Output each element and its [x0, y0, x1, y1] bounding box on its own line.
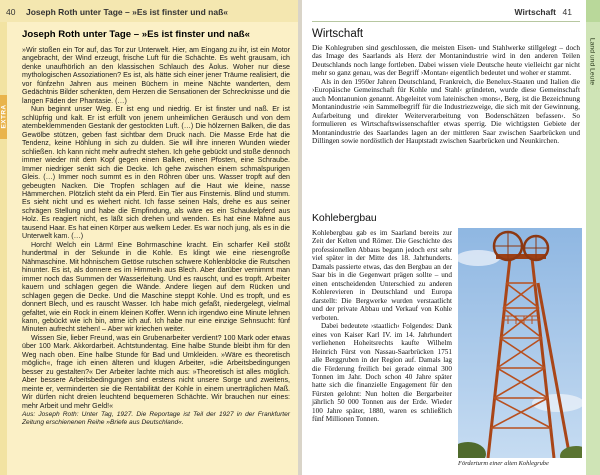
right-running-head: Wirtschaft [514, 7, 556, 17]
left-page-number: 40 [6, 7, 16, 17]
photo-caption: Förderturm einer alten Kohlegrube [458, 460, 549, 467]
section-heading: Wirtschaft [312, 28, 364, 40]
header-rule [312, 21, 580, 22]
extra-paragraph: Nun beginnt unser Weg. Er ist eng und niedrig. Er ist finster und naß. Er ist schlüpfrig und kalt. Er ist erfüllt von jenem unheimlichen Geräusch und von dem atembeklemmenden Gestank der gestockten Luft. (…) Die hölzernen Balken, die das Gewölbe stützen, geben fast sichtbar dem Druck nach. Die Masse Erde hat die Tendenz, keine Höhlung in sich zu dulden. Sie will ihre inneren Wunden wieder schließen. Ich kann nicht mehr aufrecht stehen. Ich gehe gebückt und stoße dennoch immer wieder mit dem Kopf gegen einen Balken, einen Pfosten, eine Schraube. Immer niedriger senkt sich die Decke. Ich gehe zwischen einem schmalspurigen Gleis. (…) Immer noch summt es in den Röhren über uns. Wasser tropft auf den gebeugten Nacken. Die Tropfen schlagen auf die Haut wie kleine, nasse Hämmerchen. Plötzlich steht da ein Pferd. Ein Tier aus Finsternis. Blind und stumm. Es sieht nicht und es wiehert nicht. Ich fasse seinen Hals, drehe es aus seiner schrägen Stellung und habe die Empfindung, als wäre es ein Schaukelpferd aus Holz. Es reagiert nicht, es läßt sich drehen und wenden. Es hat eine Mähne aus tausend Haar. Es hat einen Körper aus welkem Leder. Es war noch jung, als es in die Unterwelt kam. (…) [22, 105, 290, 241]
headframe-photo [458, 228, 582, 458]
extra-paragraph: Horch! Welch ein Lärm! Eine Bohrmaschine kracht. Ein scharfer Keil stößt hundertmal in der Sekunde in die Kohle. Es klingt wie eine riesengroße Nähmaschine. Mit höhnischem Getöse rutschen schwere Kohlenblöcke die Rutschen hinunter. Es ist, als donnere es im Himmeln aus Blech. Aber darüber vernimmt man immer noch das Summen der Wasserleitung. Und es rauscht, und es tropft. Arbeiter kauern und schlagen gegen die Wände. Andere liegen auf dem Rücken und schlagen gegen die Decke. Und die Maschine steppt Kohle. Und es tropft, und es donnert Blech, und es rauscht Wasser. Ich habe mich gefaßt, niedergelegt, vielmal gefaltet, wie ein Rock in einem kleinen Koffer. Wenn ich irgendwo eine Minute lehnen kann, gebückt wie ich bin, atme ich auf. Ich habe nur eine einzige Sehnsucht: fünf Minuten aufrecht stehen! – Aber wir kriechen weiter. [22, 240, 290, 334]
chapter-side-tab-label: Land und Leute [588, 37, 596, 86]
extra-paragraph: Wissen Sie, lieber Freund, was ein Grubenarbeiter verdient? 100 Mark oder etwas über 100 Mark. Akkordarbeit. Achtstundentag. Eine halbe Stunde bleibt ihm für den Weg nach oben. Eine halbe Stunde für Bad und Umkleiden. »Wäre es theoretisch möglich«, frage ich einen älteren und klugen Arbeiter, »die Arbeitsbedingungen besser zu gestalten?« Der Arbeiter lachte mich aus: »Theoretisch ist alles möglich. Aber bessere Arbeitsbedingungen sind erstens nicht unsere Sorge und zweitens, meinte er, verminderten sie die Rentabilität der Kohle in einem unerträglichen Maß. Wir dürfen nicht dreien leuchtend bequemeren Schächte. Wir brauchen nur eines: mehr Arbeit und mehr Geld!« [22, 333, 290, 410]
extra-paragraph: »Wir stoßen ein Tor auf, das Tor zur Unterwelt. Hier, am Eingang zu ihr, ist ein Motor angebracht, der Wind erzeugt, frische Luft für die Schächte. Es weht grausam, ich denke unaufhörlich an den klassischen Schlauch des Äolus. Woher nur diese mythologischen Assoziationen? Es ist, als hätte sich einer jener Träume realisiert, die vor fünfzehn Jahren aus meinen Büchern in meine Nächte wanderten, dem Gedächtnis Bilder schenkten, dem Herzen die Sensationen der Schrecknisse und die langen Fäden der Phantasie. (…) [22, 46, 290, 105]
headframe-illustration [458, 228, 582, 458]
lead-paragraph: Als in den 1950er Jahren Deutschland, Frankreich, die Benelux-Staaten und Italien die ›Europäische Gemeinschaft für Kohle und Stahl‹ gründeten, wurde diese Gemeinschaft auch Montanunion genannt. Abgeleitet vom lateinischen ›mons‹, Berg, ist die Bezeichnung Montanindustrie ›ein Sammelbegriff für die Industriezweige, die sich mit der Gewinnung, Aufarbeitung und direkter Weiterverarbeitung von Bodenschätzen befassen‹. So formulieren es Wirtschaftswissenschaftler etwas sperrig. Die wichtigsten Gebiete der Montanindustrie des Saarlandes lagen an der mittleren Saar zwischen Saarbrücken und Dillingen sowie nordöstlich der Hauptstadt zwischen Saarbrücken und Neunkirchen. [312, 76, 580, 146]
lead-paragraph: Die Kohlegruben sind geschlossen, die meisten Eisen- und Stahlwerke stillgelegt – doch das Image des Saarlands als Herz der Montanindustrie wird in den anderen Teilen Deutschlands noch lange fortleben. Dabei wissen viele Deutsche heute vielleicht gar nicht mehr so ganz genau, was der Begriff ›Montan‹ eigentlich bedeutet und woher er stammt. [312, 43, 580, 78]
right-page [302, 0, 600, 475]
subsection-heading: Kohlebergbau [312, 213, 377, 224]
section-lead-text [312, 44, 580, 146]
extra-citation: Aus: Joseph Roth: Unter Tag, 1927. Die Reportage ist Teil der 1927 in der Frankfurter Zeitung erschienenen Reihe »Briefe aus Deutschland«. [22, 411, 290, 427]
left-running-head: Joseph Roth unter Tage – »Es ist finster und naß« [26, 7, 228, 17]
subsection-column-text [312, 229, 452, 424]
right-page-header [302, 0, 600, 22]
column-paragraph: Dabei bedeutete ›staatlich‹ Folgendes: Dank eines von Kaiser Karl IV. im 14. Jahrhundert verliehenen Hoheitsrechts kaufte Wilhelm Heinrich Fürst von Nassau-Saarbrücken 1751 alle Berggruben in der Region auf. Damals lag die Förderung freilich bei gerade einmal 300 Tonnen im Jahr. Doch schon 40 Jahre später hatte sich die finanzielle Engagement für den Fürsten gelohnt: Nun holten die Bergarbeiter jährlich 50 000 Tonnen aus der Erde. Wieder 100 Jahre später, 1880, waren es schließlich fünf Millionen Tonnen. [312, 322, 452, 424]
chapter-side-strip-top [586, 0, 600, 22]
column-paragraph: Kohlebergbau gab es im Saarland bereits zur Zeit der Kelten und Römer. Die Geschichte des professionellen Abbaus begann jedoch erst sehr viel später in der Mitte des 18. Jahrhunderts. Damals passierte etwas, das den Bergbau an der Saar bis in die Gegenwart prägen sollte – und einen entscheidenden Unterschied zu anderen Kohlerevieren in Deutschland und Europa darstellt: Die Bergwerke wurden verstaatlicht und der private Abbau und Verkauf von Kohle verboten. [312, 229, 452, 322]
extra-label: EXTRA [0, 104, 8, 129]
extra-box-title: Joseph Roth unter Tage – »Es ist finster und naß« [22, 29, 250, 40]
extra-side-strip [0, 22, 7, 475]
extra-box-text [22, 46, 290, 427]
cloud [458, 250, 500, 266]
left-page [0, 0, 298, 475]
right-page-number: 41 [562, 7, 572, 17]
left-page-header [0, 0, 298, 22]
